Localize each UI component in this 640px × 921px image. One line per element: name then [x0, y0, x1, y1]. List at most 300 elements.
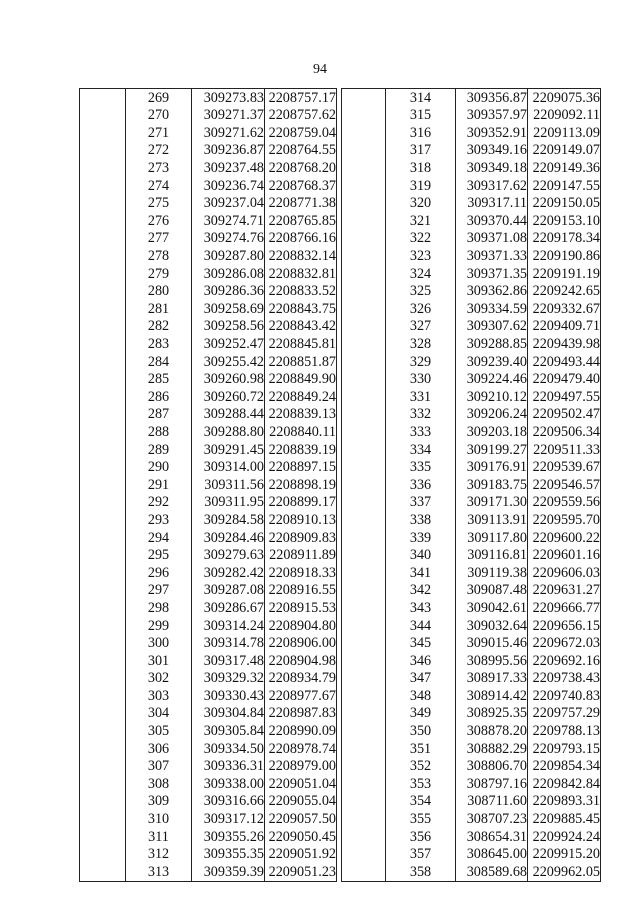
point-number-cell: 276 — [126, 212, 192, 230]
x-coordinate-cell: 309236.87 — [192, 142, 265, 160]
table-row — [342, 441, 601, 459]
blank-cell — [342, 828, 386, 846]
table-row — [80, 634, 337, 652]
x-coordinate-cell: 309349.16 — [456, 142, 528, 160]
y-coordinate-cell: 2208851.87 — [265, 353, 337, 371]
y-coordinate-cell: 2208906.00 — [265, 634, 337, 652]
table-row — [342, 195, 601, 213]
x-coordinate-cell: 309355.35 — [192, 846, 265, 864]
x-coordinate-cell: 309274.76 — [192, 230, 265, 248]
blank-cell — [342, 283, 386, 301]
point-number-cell: 278 — [126, 247, 192, 265]
point-number-cell: 289 — [126, 441, 192, 459]
table-row — [80, 159, 337, 177]
y-coordinate-cell: 2208909.83 — [265, 529, 337, 547]
x-coordinate-cell: 309224.46 — [456, 371, 528, 389]
table-row — [80, 652, 337, 670]
y-coordinate-cell: 2208911.89 — [265, 546, 337, 564]
point-number-cell: 307 — [126, 758, 192, 776]
y-coordinate-cell: 2209075.36 — [528, 89, 601, 107]
blank-cell — [80, 722, 126, 740]
x-coordinate-cell: 309284.58 — [192, 511, 265, 529]
blank-cell — [80, 599, 126, 617]
table-row — [342, 793, 601, 811]
table-row — [80, 177, 337, 195]
y-coordinate-cell: 2209051.92 — [265, 846, 337, 864]
point-number-cell: 351 — [386, 740, 456, 758]
table-row — [80, 265, 337, 283]
blank-cell — [80, 740, 126, 758]
table-row — [342, 810, 601, 828]
y-coordinate-cell: 2209332.67 — [528, 300, 601, 318]
point-number-cell: 285 — [126, 371, 192, 389]
table-row — [342, 863, 601, 881]
x-coordinate-cell: 309237.48 — [192, 159, 265, 177]
table-row — [342, 177, 601, 195]
blank-cell — [80, 529, 126, 547]
x-coordinate-cell: 309334.50 — [192, 740, 265, 758]
blank-cell — [342, 810, 386, 828]
point-number-cell: 343 — [386, 599, 456, 617]
x-coordinate-cell: 309260.98 — [192, 371, 265, 389]
blank-cell — [342, 793, 386, 811]
point-number-cell: 314 — [386, 89, 456, 107]
table-row — [80, 529, 337, 547]
point-number-cell: 330 — [386, 371, 456, 389]
table-row — [342, 318, 601, 336]
x-coordinate-cell: 309291.45 — [192, 441, 265, 459]
x-coordinate-cell: 308917.33 — [456, 670, 528, 688]
table-row — [80, 705, 337, 723]
table-row — [342, 652, 601, 670]
point-number-cell: 357 — [386, 846, 456, 864]
blank-cell — [342, 599, 386, 617]
y-coordinate-cell: 2208916.55 — [265, 582, 337, 600]
blank-cell — [80, 793, 126, 811]
table-row — [342, 529, 601, 547]
y-coordinate-cell: 2209631.27 — [528, 582, 601, 600]
blank-cell — [80, 810, 126, 828]
table-row — [80, 546, 337, 564]
x-coordinate-cell: 309329.32 — [192, 670, 265, 688]
table-row — [80, 670, 337, 688]
blank-cell — [342, 371, 386, 389]
point-number-cell: 331 — [386, 388, 456, 406]
table-row — [80, 846, 337, 864]
point-number-cell: 317 — [386, 142, 456, 160]
blank-cell — [342, 846, 386, 864]
table-row — [342, 142, 601, 160]
table-row — [80, 775, 337, 793]
blank-cell — [342, 722, 386, 740]
x-coordinate-cell: 308878.20 — [456, 722, 528, 740]
point-number-cell: 271 — [126, 124, 192, 142]
blank-cell — [80, 582, 126, 600]
table-row — [80, 582, 337, 600]
y-coordinate-cell: 2208849.90 — [265, 371, 337, 389]
table-row — [342, 494, 601, 512]
point-number-cell: 347 — [386, 670, 456, 688]
point-number-cell: 297 — [126, 582, 192, 600]
coordinates-table-right — [341, 88, 601, 882]
y-coordinate-cell: 2209606.03 — [528, 564, 601, 582]
blank-cell — [80, 318, 126, 336]
point-number-cell: 341 — [386, 564, 456, 582]
point-number-cell: 350 — [386, 722, 456, 740]
table-row — [80, 810, 337, 828]
x-coordinate-cell: 309287.08 — [192, 582, 265, 600]
table-row — [80, 283, 337, 301]
point-number-cell: 301 — [126, 652, 192, 670]
table-row — [80, 371, 337, 389]
y-coordinate-cell: 2209147.55 — [528, 177, 601, 195]
blank-cell — [342, 406, 386, 424]
blank-cell — [80, 212, 126, 230]
y-coordinate-cell: 2209149.07 — [528, 142, 601, 160]
x-coordinate-cell: 309171.30 — [456, 494, 528, 512]
blank-cell — [80, 265, 126, 283]
x-coordinate-cell: 309273.83 — [192, 89, 265, 107]
y-coordinate-cell: 2209050.45 — [265, 828, 337, 846]
blank-cell — [80, 423, 126, 441]
x-coordinate-cell: 309357.97 — [456, 107, 528, 125]
y-coordinate-cell: 2209409.71 — [528, 318, 601, 336]
blank-cell — [342, 335, 386, 353]
y-coordinate-cell: 2209757.29 — [528, 705, 601, 723]
point-number-cell: 332 — [386, 406, 456, 424]
y-coordinate-cell: 2208904.80 — [265, 617, 337, 635]
point-number-cell: 283 — [126, 335, 192, 353]
y-coordinate-cell: 2209502.47 — [528, 406, 601, 424]
x-coordinate-cell: 309371.35 — [456, 265, 528, 283]
y-coordinate-cell: 2208910.13 — [265, 511, 337, 529]
x-coordinate-cell: 308589.68 — [456, 863, 528, 881]
table-row — [342, 634, 601, 652]
x-coordinate-cell: 309359.39 — [192, 863, 265, 881]
x-coordinate-cell: 309317.11 — [456, 195, 528, 213]
blank-cell — [342, 687, 386, 705]
point-number-cell: 290 — [126, 458, 192, 476]
point-number-cell: 294 — [126, 529, 192, 547]
point-number-cell: 272 — [126, 142, 192, 160]
table-row — [342, 740, 601, 758]
y-coordinate-cell: 2208978.74 — [265, 740, 337, 758]
table-row — [80, 863, 337, 881]
point-number-cell: 340 — [386, 546, 456, 564]
blank-cell — [342, 564, 386, 582]
table-row — [80, 828, 337, 846]
blank-cell — [342, 634, 386, 652]
table-row — [80, 423, 337, 441]
x-coordinate-cell: 309042.61 — [456, 599, 528, 617]
table-row — [342, 546, 601, 564]
blank-cell — [342, 494, 386, 512]
blank-cell — [80, 652, 126, 670]
blank-cell — [80, 177, 126, 195]
table-row — [80, 388, 337, 406]
point-number-cell: 334 — [386, 441, 456, 459]
table-row — [80, 230, 337, 248]
y-coordinate-cell: 2209191.19 — [528, 265, 601, 283]
y-coordinate-cell: 2209666.77 — [528, 599, 601, 617]
blank-cell — [342, 529, 386, 547]
table-row — [342, 722, 601, 740]
blank-cell — [80, 476, 126, 494]
blank-cell — [80, 230, 126, 248]
table-row — [80, 617, 337, 635]
point-number-cell: 346 — [386, 652, 456, 670]
blank-cell — [342, 142, 386, 160]
table-row — [342, 335, 601, 353]
point-number-cell: 329 — [386, 353, 456, 371]
y-coordinate-cell: 2209893.31 — [528, 793, 601, 811]
point-number-cell: 282 — [126, 318, 192, 336]
table-row — [80, 511, 337, 529]
point-number-cell: 345 — [386, 634, 456, 652]
blank-cell — [342, 159, 386, 177]
y-coordinate-cell: 2208849.24 — [265, 388, 337, 406]
y-coordinate-cell: 2208764.55 — [265, 142, 337, 160]
x-coordinate-cell: 309258.69 — [192, 300, 265, 318]
table-row — [80, 195, 337, 213]
x-coordinate-cell: 308707.23 — [456, 810, 528, 828]
table-row — [342, 353, 601, 371]
point-number-cell: 323 — [386, 247, 456, 265]
y-coordinate-cell: 2209740.83 — [528, 687, 601, 705]
x-coordinate-cell: 309304.84 — [192, 705, 265, 723]
y-coordinate-cell: 2209601.16 — [528, 546, 601, 564]
y-coordinate-cell: 2208843.42 — [265, 318, 337, 336]
y-coordinate-cell: 2208766.16 — [265, 230, 337, 248]
y-coordinate-cell: 2209595.70 — [528, 511, 601, 529]
page-number: 94 — [313, 62, 327, 77]
y-coordinate-cell: 2209539.67 — [528, 458, 601, 476]
x-coordinate-cell: 309032.64 — [456, 617, 528, 635]
x-coordinate-cell: 308914.42 — [456, 687, 528, 705]
point-number-cell: 302 — [126, 670, 192, 688]
point-number-cell: 320 — [386, 195, 456, 213]
x-coordinate-cell: 308806.70 — [456, 758, 528, 776]
y-coordinate-cell: 2209190.86 — [528, 247, 601, 265]
point-number-cell: 300 — [126, 634, 192, 652]
table-row — [342, 511, 601, 529]
point-number-cell: 291 — [126, 476, 192, 494]
point-number-cell: 312 — [126, 846, 192, 864]
y-coordinate-cell: 2208840.11 — [265, 423, 337, 441]
table-row — [80, 722, 337, 740]
blank-cell — [342, 582, 386, 600]
blank-cell — [80, 617, 126, 635]
y-coordinate-cell: 2208757.17 — [265, 89, 337, 107]
point-number-cell: 354 — [386, 793, 456, 811]
point-number-cell: 273 — [126, 159, 192, 177]
x-coordinate-cell: 309271.37 — [192, 107, 265, 125]
blank-cell — [342, 775, 386, 793]
x-coordinate-cell: 309356.87 — [456, 89, 528, 107]
y-coordinate-cell: 2209672.03 — [528, 634, 601, 652]
x-coordinate-cell: 309183.75 — [456, 476, 528, 494]
coordinates-table-left — [79, 88, 337, 882]
point-number-cell: 313 — [126, 863, 192, 881]
point-number-cell: 338 — [386, 511, 456, 529]
x-coordinate-cell: 309352.91 — [456, 124, 528, 142]
y-coordinate-cell: 2209149.36 — [528, 159, 601, 177]
x-coordinate-cell: 309015.46 — [456, 634, 528, 652]
y-coordinate-cell: 2209915.20 — [528, 846, 601, 864]
point-number-cell: 349 — [386, 705, 456, 723]
blank-cell — [80, 758, 126, 776]
table-row — [342, 828, 601, 846]
table-row — [80, 441, 337, 459]
y-coordinate-cell: 2208768.37 — [265, 177, 337, 195]
table-row — [342, 371, 601, 389]
blank-cell — [342, 177, 386, 195]
point-number-cell: 281 — [126, 300, 192, 318]
table-row — [342, 247, 601, 265]
x-coordinate-cell: 309087.48 — [456, 582, 528, 600]
blank-cell — [342, 652, 386, 670]
table-row — [342, 159, 601, 177]
y-coordinate-cell: 2208979.00 — [265, 758, 337, 776]
blank-cell — [80, 124, 126, 142]
x-coordinate-cell: 309260.72 — [192, 388, 265, 406]
point-number-cell: 299 — [126, 617, 192, 635]
table-row — [80, 247, 337, 265]
table-row — [342, 406, 601, 424]
table-row — [80, 458, 337, 476]
point-number-cell: 321 — [386, 212, 456, 230]
blank-cell — [342, 124, 386, 142]
point-number-cell: 352 — [386, 758, 456, 776]
table-row — [80, 406, 337, 424]
x-coordinate-cell: 309199.27 — [456, 441, 528, 459]
x-coordinate-cell: 309338.00 — [192, 775, 265, 793]
x-coordinate-cell: 309271.62 — [192, 124, 265, 142]
blank-cell — [80, 546, 126, 564]
point-number-cell: 339 — [386, 529, 456, 547]
table-row — [342, 617, 601, 635]
point-number-cell: 308 — [126, 775, 192, 793]
x-coordinate-cell: 309282.42 — [192, 564, 265, 582]
blank-cell — [342, 353, 386, 371]
x-coordinate-cell: 309288.85 — [456, 335, 528, 353]
y-coordinate-cell: 2209051.04 — [265, 775, 337, 793]
blank-cell — [80, 846, 126, 864]
y-coordinate-cell: 2208845.81 — [265, 335, 337, 353]
y-coordinate-cell: 2209656.15 — [528, 617, 601, 635]
y-coordinate-cell: 2209506.34 — [528, 423, 601, 441]
y-coordinate-cell: 2208833.52 — [265, 283, 337, 301]
table-row — [80, 564, 337, 582]
point-number-cell: 275 — [126, 195, 192, 213]
x-coordinate-cell: 309307.62 — [456, 318, 528, 336]
point-number-cell: 335 — [386, 458, 456, 476]
x-coordinate-cell: 308925.35 — [456, 705, 528, 723]
x-coordinate-cell: 309330.43 — [192, 687, 265, 705]
x-coordinate-cell: 309239.40 — [456, 353, 528, 371]
table-row — [80, 599, 337, 617]
point-number-cell: 288 — [126, 423, 192, 441]
y-coordinate-cell: 2209479.40 — [528, 371, 601, 389]
point-number-cell: 305 — [126, 722, 192, 740]
point-number-cell: 269 — [126, 89, 192, 107]
point-number-cell: 298 — [126, 599, 192, 617]
table-row — [80, 476, 337, 494]
x-coordinate-cell: 309370.44 — [456, 212, 528, 230]
x-coordinate-cell: 309334.59 — [456, 300, 528, 318]
point-number-cell: 274 — [126, 177, 192, 195]
x-coordinate-cell: 309237.04 — [192, 195, 265, 213]
y-coordinate-cell: 2209057.50 — [265, 810, 337, 828]
x-coordinate-cell: 309355.26 — [192, 828, 265, 846]
table-row — [80, 107, 337, 125]
table-row — [342, 458, 601, 476]
x-coordinate-cell: 308882.29 — [456, 740, 528, 758]
point-number-cell: 311 — [126, 828, 192, 846]
table-row — [342, 705, 601, 723]
table-row — [342, 388, 601, 406]
point-number-cell: 348 — [386, 687, 456, 705]
point-number-cell: 356 — [386, 828, 456, 846]
point-number-cell: 358 — [386, 863, 456, 881]
x-coordinate-cell: 309252.47 — [192, 335, 265, 353]
table-row — [80, 89, 337, 107]
x-coordinate-cell: 308711.60 — [456, 793, 528, 811]
x-coordinate-cell: 309311.95 — [192, 494, 265, 512]
blank-cell — [342, 423, 386, 441]
point-number-cell: 310 — [126, 810, 192, 828]
y-coordinate-cell: 2208904.98 — [265, 652, 337, 670]
blank-cell — [80, 775, 126, 793]
point-number-cell: 287 — [126, 406, 192, 424]
y-coordinate-cell: 2208987.83 — [265, 705, 337, 723]
table-row — [342, 564, 601, 582]
x-coordinate-cell: 308797.16 — [456, 775, 528, 793]
blank-cell — [80, 388, 126, 406]
y-coordinate-cell: 2209546.57 — [528, 476, 601, 494]
table-row — [342, 846, 601, 864]
blank-cell — [342, 212, 386, 230]
blank-cell — [342, 617, 386, 635]
table-row — [80, 494, 337, 512]
table-row — [80, 687, 337, 705]
y-coordinate-cell: 2209092.11 — [528, 107, 601, 125]
x-coordinate-cell: 309284.46 — [192, 529, 265, 547]
x-coordinate-cell: 309117.80 — [456, 529, 528, 547]
blank-cell — [80, 634, 126, 652]
y-coordinate-cell: 2208839.13 — [265, 406, 337, 424]
y-coordinate-cell: 2209493.44 — [528, 353, 601, 371]
point-number-cell: 309 — [126, 793, 192, 811]
blank-cell — [342, 758, 386, 776]
x-coordinate-cell: 309371.08 — [456, 230, 528, 248]
x-coordinate-cell: 309236.74 — [192, 177, 265, 195]
point-number-cell: 355 — [386, 810, 456, 828]
blank-cell — [80, 300, 126, 318]
point-number-cell: 353 — [386, 775, 456, 793]
point-number-cell: 296 — [126, 564, 192, 582]
blank-cell — [342, 511, 386, 529]
blank-cell — [80, 335, 126, 353]
y-coordinate-cell: 2209600.22 — [528, 529, 601, 547]
y-coordinate-cell: 2208934.79 — [265, 670, 337, 688]
point-number-cell: 333 — [386, 423, 456, 441]
point-number-cell: 295 — [126, 546, 192, 564]
point-number-cell: 270 — [126, 107, 192, 125]
y-coordinate-cell: 2208832.14 — [265, 247, 337, 265]
x-coordinate-cell: 309258.56 — [192, 318, 265, 336]
y-coordinate-cell: 2209051.23 — [265, 863, 337, 881]
